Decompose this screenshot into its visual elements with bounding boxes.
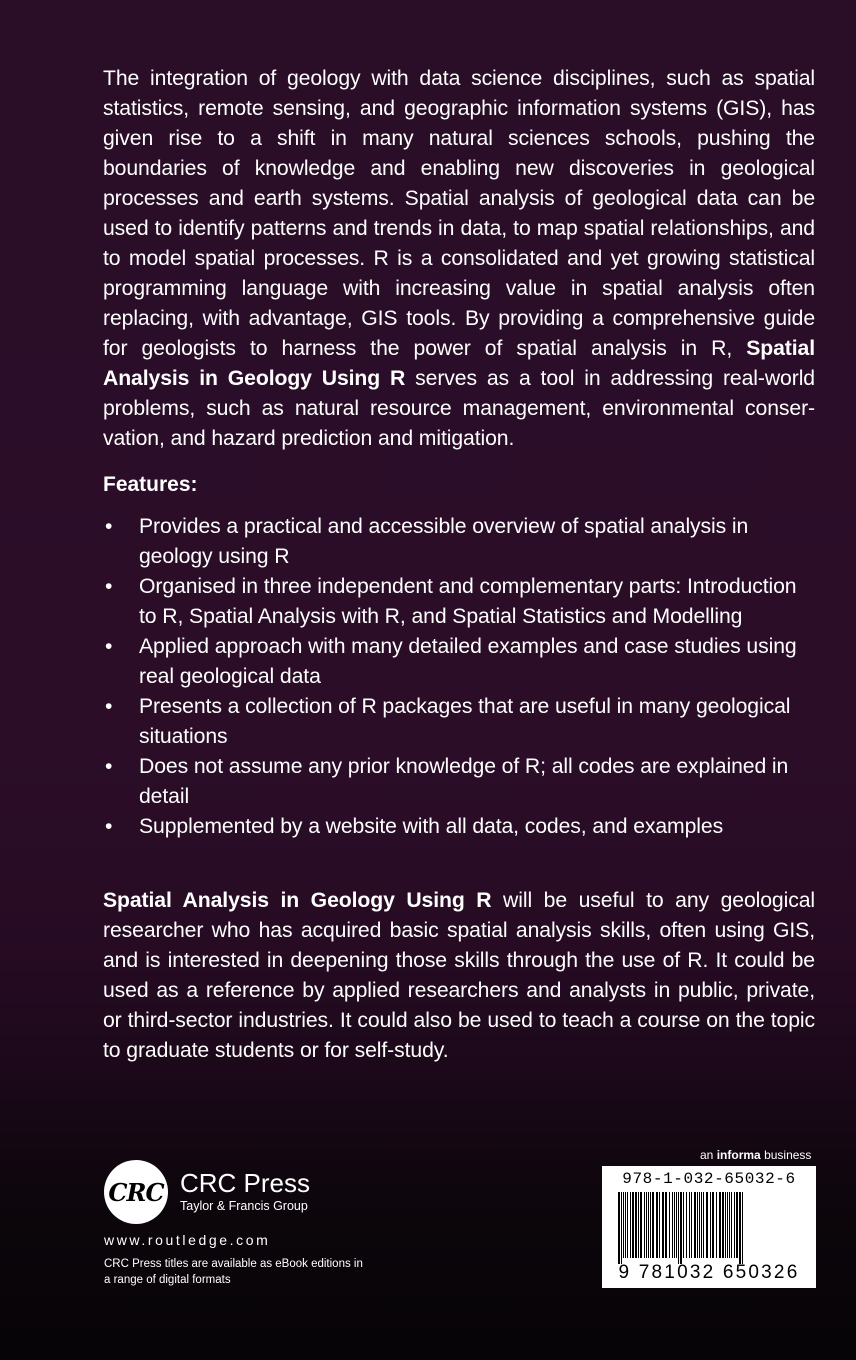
barcode-bar xyxy=(625,1192,626,1258)
barcode-bar xyxy=(697,1192,698,1258)
barcode-bar xyxy=(739,1192,741,1264)
feature-text: Supplemented by a website with all data, codes, and examples xyxy=(139,815,724,838)
informa-brand: informa xyxy=(716,1148,761,1162)
barcode-bar xyxy=(618,1192,620,1264)
bullet-icon: • xyxy=(105,755,113,778)
closing-book-title: Spatial Analysis in Geology Using R xyxy=(103,889,492,912)
publisher-website: www.routledge.com xyxy=(104,1232,271,1248)
barcode-digits: 9 781032 650326 xyxy=(618,1262,800,1283)
barcode-bar xyxy=(669,1192,670,1258)
barcode-bar xyxy=(635,1192,637,1258)
barcode-bar xyxy=(742,1192,743,1264)
barcode-bar xyxy=(646,1192,647,1258)
barcode-bar xyxy=(621,1192,622,1264)
barcode-bar xyxy=(627,1192,628,1258)
barcode-bar xyxy=(683,1192,684,1258)
feature-text: Applied approach with many detailed examples and case studies using real geological data xyxy=(139,635,797,688)
feature-item xyxy=(103,512,815,572)
barcode-bar xyxy=(630,1192,631,1258)
feature-item xyxy=(103,692,815,752)
barcode-bar xyxy=(729,1192,730,1258)
bullet-icon: • xyxy=(105,815,113,838)
barcode-bar xyxy=(694,1192,696,1258)
crc-logo-text: CRC xyxy=(108,1177,164,1207)
feature-item xyxy=(103,632,815,692)
feature-text: Organised in three independent and complementary parts: Introduction to R, Spatial Analysis with R, and Spatial Statistics and Modelling xyxy=(139,575,797,628)
barcode-bar xyxy=(725,1192,726,1258)
barcode-bar xyxy=(680,1192,682,1264)
barcode-bar xyxy=(648,1192,649,1258)
barcode-bar xyxy=(710,1192,711,1258)
feature-item xyxy=(103,812,815,842)
barcode-bar xyxy=(731,1192,732,1258)
barcode-bar xyxy=(659,1192,660,1258)
bullet-icon: • xyxy=(105,515,113,538)
feature-text: Provides a practical and accessible overview of spatial analysis in geology using R xyxy=(139,515,749,568)
barcode-bar xyxy=(701,1192,702,1258)
barcode-bar xyxy=(656,1192,658,1258)
barcode-bar xyxy=(712,1192,714,1258)
barcode-bars xyxy=(616,1192,802,1264)
barcode-bar xyxy=(623,1192,624,1258)
barcode-bar xyxy=(722,1192,724,1258)
features-list xyxy=(103,512,815,842)
feature-item xyxy=(103,752,815,812)
barcode-bar xyxy=(734,1192,735,1258)
barcode-bar xyxy=(674,1192,675,1258)
barcode-bar xyxy=(676,1192,677,1258)
informa-suffix: business xyxy=(764,1148,812,1162)
barcode-bar xyxy=(632,1192,634,1258)
barcode-bar xyxy=(699,1192,700,1258)
bullet-icon: • xyxy=(105,575,113,598)
ebook-note: CRC Press titles are available as eBook editions in a range of digital formats xyxy=(104,1258,363,1286)
barcode-bar xyxy=(650,1192,651,1258)
barcode-bar xyxy=(652,1192,654,1258)
bullet-icon: • xyxy=(105,695,113,718)
isbn-number: 978-1-032-65032-6 xyxy=(622,1170,796,1188)
barcode-bar xyxy=(691,1192,692,1258)
closing-paragraph xyxy=(103,886,815,1066)
blurb-text-part1: The integration of geology with data science disciplines, such as spatial statistics, remote sensing, and geographic information systems (GIS), has given rise to a shift in many natural sciences schools, pushing the boundaries of knowledge and enabling new discoveries in geological processes and earth systems. Spatial analysis of geological data can be used to identify patterns and trends in data, to map spatial relationships, and to model spatial processes. R is a consolidated and yet growing statistical programming language with increasing value in spatial analysis often replacing, with advantage, GIS tools. By providing a comprehensive guide for geologists to harness the power of spatial analysis in R, xyxy=(103,67,815,360)
barcode-bar xyxy=(736,1192,738,1258)
barcode-bar xyxy=(703,1192,704,1258)
barcode-bar xyxy=(672,1192,673,1258)
barcode-bar xyxy=(689,1192,690,1258)
feature-text: Does not assume any prior knowledge of R; all codes are explained in detail xyxy=(139,755,789,808)
publisher-group: Taylor & Francis Group xyxy=(180,1199,308,1213)
barcode-bar xyxy=(706,1192,708,1258)
informa-prefix: an xyxy=(700,1148,714,1162)
barcode-bar xyxy=(716,1192,717,1258)
feature-text: Presents a collection of R packages that are useful in many geological situations xyxy=(139,695,791,748)
barcode-bar xyxy=(665,1192,667,1258)
barcode-bar xyxy=(678,1192,679,1264)
blurb-text-part2: serves as a tool in addressing real-world problems, such as natural resource management, environmental conser-vation, and hazard prediction and mitigation. xyxy=(103,367,815,450)
bullet-icon: • xyxy=(105,635,113,658)
barcode-bar xyxy=(686,1192,687,1258)
back-cover-blurb xyxy=(103,64,815,454)
barcode-bar xyxy=(640,1192,642,1258)
publisher-name: CRC Press xyxy=(180,1168,311,1198)
closing-text: will be useful to any geological researcher who has acquired basic spatial analysis skills, often using GIS, and is interested in deepening those skills through the use of R. It could be used as a reference by applied researchers and analysts in public, private, or third-sector industries. It could also be used to teach a course on the topic to graduate students or for self-study. xyxy=(103,889,815,1062)
barcode-bar xyxy=(644,1192,645,1258)
blurb-book-title: Spatial Analysis in Geology Using R xyxy=(103,337,815,390)
barcode-bar xyxy=(727,1192,728,1258)
informa-business-tag xyxy=(700,1148,811,1162)
isbn-barcode xyxy=(602,1166,816,1288)
barcode-bar xyxy=(662,1192,664,1258)
feature-item xyxy=(103,572,815,632)
crc-logo-icon xyxy=(104,1160,168,1224)
features-heading: Features: xyxy=(103,473,198,496)
barcode-bar xyxy=(638,1192,639,1258)
barcode-bar xyxy=(719,1192,721,1258)
